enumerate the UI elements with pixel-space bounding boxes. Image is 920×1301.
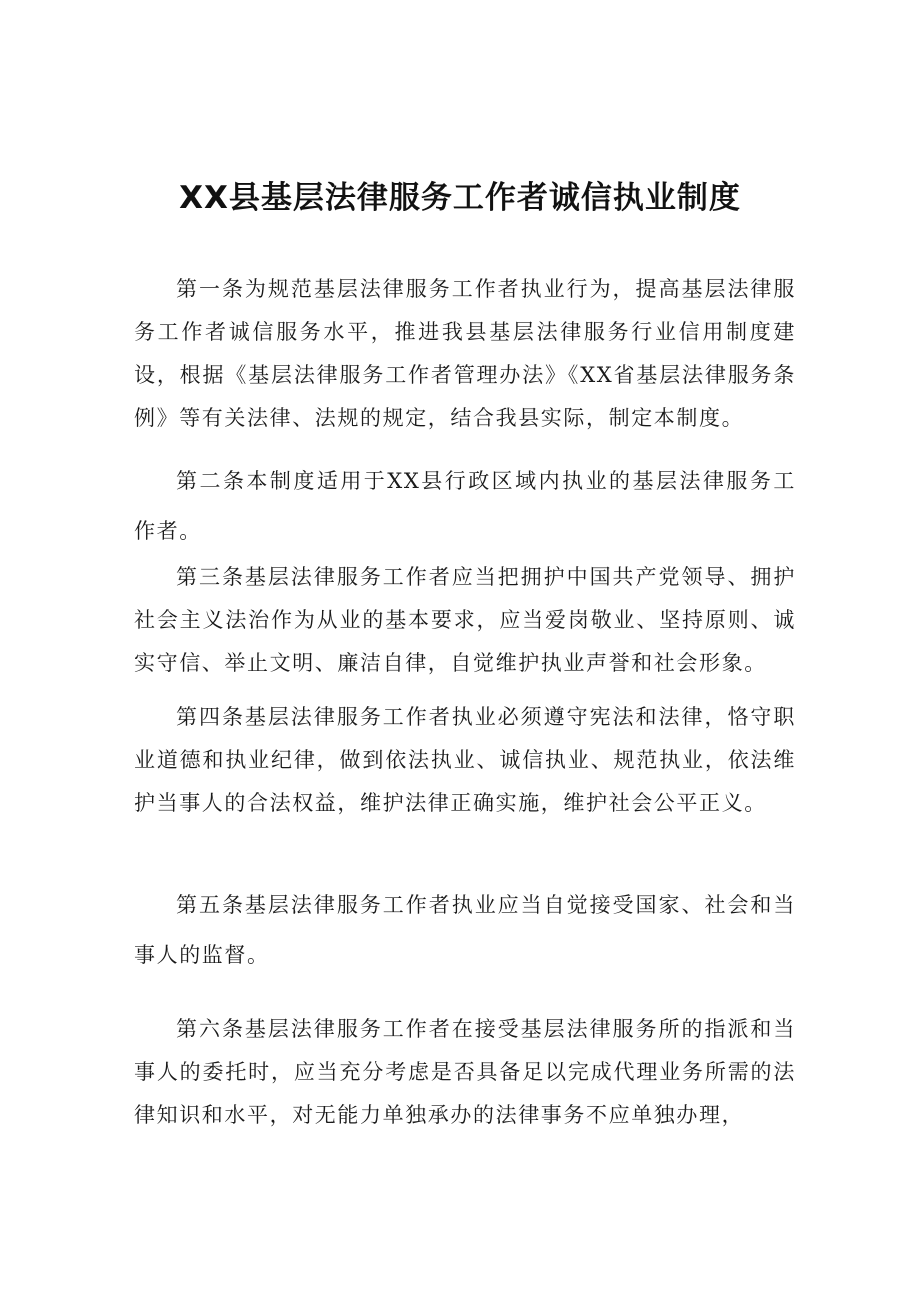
- article-5: 第五条基层法律服务工作者执业应当自觉接受国家、社会和当事人的监督。: [134, 893, 796, 967]
- article-4: 第四条基层法律服务工作者执业必须遵守宪法和法律，恪守职业道德和执业纪律，做到依法执业、诚信执业、规范执业，依法维护当事人的合法权益，维护法律正确实施，维护社会公平正义。: [134, 705, 796, 815]
- article-3: 第三条基层法律服务工作者应当把拥护中国共产党领导、拥护社会主义法治作为从业的基本要求，应当爱岗敬业、坚持原则、诚实守信、举止文明、廉洁自律，自觉维护执业声誉和社会形象。: [134, 565, 796, 675]
- article-6: 第六条基层法律服务工作者在接受基层法律服务所的指派和当事人的委托时，应当充分考虑是否具备足以完成代理业务所需的法律知识和水平，对无能力单独承办的法律事务不应单独办理，: [134, 1017, 796, 1127]
- article-1: 第一条为规范基层法律服务工作者执业行为，提高基层法律服务工作者诚信服务水平，推进我县基层法律服务行业信用制度建设，根据《基层法律服务工作者管理办法》《XX省基层法律服务条例》等有关法律、法规的规定，结合我县实际，制定本制度。: [134, 277, 796, 430]
- article-2: 第二条本制度适用于XX县行政区域内执业的基层法律服务工作者。: [134, 469, 796, 543]
- document-title: XX县基层法律服务工作者诚信执业制度: [179, 180, 741, 216]
